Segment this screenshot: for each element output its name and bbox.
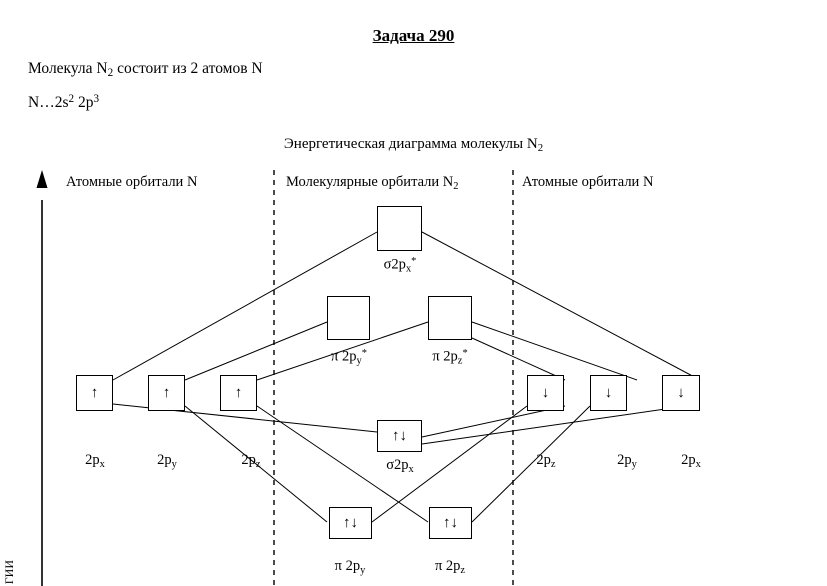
orbital-label-pi-2pz-anti: π $2p_z^*$ <box>432 348 468 367</box>
page-side-text: ГИИ <box>2 559 16 584</box>
orbital-box-pi-2py-anti[interactable] <box>327 296 370 340</box>
orbital-label-pi-2py: π $2p_y$ <box>334 558 366 576</box>
diagram-caption: Энергетическая диаграмма молекулы $N_2$ <box>283 136 544 155</box>
p2py-sub: y <box>360 564 366 576</box>
p2pz-sub: z <box>460 564 466 576</box>
l2px-sub: x <box>99 458 105 470</box>
orbital-label-left-2px: $2p_x$ <box>85 452 105 470</box>
label-sub-z: z <box>457 355 463 367</box>
orbital-box-right-2pz[interactable]: ↓ <box>527 375 564 411</box>
orbital-label-pi-2py-anti: π $2p_y^*$ <box>331 348 367 367</box>
orbital-box-sigma-2px[interactable]: ↑↓ <box>377 420 422 452</box>
orbital-box-pi-2py[interactable]: ↑↓ <box>329 507 372 539</box>
orbital-label-sigma-2px: $\sigma 2p_x$ <box>386 457 414 475</box>
label-sup-star2: * <box>361 348 367 359</box>
subscript-2: 2 <box>107 67 114 80</box>
superscript-3: 3 <box>93 93 100 105</box>
electron-configuration: $N\dots 2s^2$ $2p^3$ <box>28 93 100 112</box>
orbital-box-sigma-2px-anti[interactable] <box>377 206 422 251</box>
orbital-box-pi-2pz[interactable]: ↑↓ <box>429 507 472 539</box>
orbital-label-right-2px: $2p_x$ <box>681 452 701 470</box>
orbital-label-right-2py: $2p_y$ <box>617 452 637 470</box>
label-sub-x: x <box>405 263 412 275</box>
orbital-label-right-2pz: $2p_z$ <box>536 452 556 470</box>
molecule-statement: Молекула $N_2$ состоит из 2 атомов N <box>28 60 263 80</box>
orbital-label-pi-2pz: π $2p_z$ <box>434 558 466 576</box>
orbital-label-sigma-2px-anti: $\sigma 2p_x^*$ <box>383 256 417 275</box>
superscript-2: 2 <box>68 93 75 105</box>
l2pz-sub: z <box>255 458 261 470</box>
r2px-sub: x <box>695 458 701 470</box>
r2py-sub: y <box>631 458 637 470</box>
column-header-left: Атомные орбитали N <box>66 174 198 190</box>
label-sub-y: y <box>356 355 362 367</box>
orbital-box-left-2py[interactable]: ↑ <box>148 375 185 411</box>
orbital-label-left-2pz: $2p_z$ <box>241 452 261 470</box>
label-sup-star: * <box>411 256 417 267</box>
orbital-box-pi-2pz-anti[interactable] <box>428 296 472 340</box>
column-header-center: Молекулярные орбитали $N_2$ <box>286 174 459 192</box>
l2py-sub: y <box>171 458 177 470</box>
r2pz-sub: z <box>550 458 556 470</box>
caption-subscript-2: 2 <box>537 142 544 155</box>
orbital-box-right-2px[interactable]: ↓ <box>662 375 700 411</box>
orbital-box-right-2py[interactable]: ↓ <box>590 375 627 411</box>
page-title: Задача 290 <box>372 26 455 45</box>
header-subscript-2: 2 <box>453 180 459 192</box>
s2px-sub: x <box>408 463 414 475</box>
orbital-box-left-2pz[interactable]: ↑ <box>220 375 257 411</box>
orbital-box-left-2px[interactable]: ↑ <box>76 375 113 411</box>
label-sup-star3: * <box>462 348 468 359</box>
column-header-right: Атомные орбитали N <box>522 174 654 190</box>
orbital-label-left-2py: $2p_y$ <box>157 452 177 470</box>
